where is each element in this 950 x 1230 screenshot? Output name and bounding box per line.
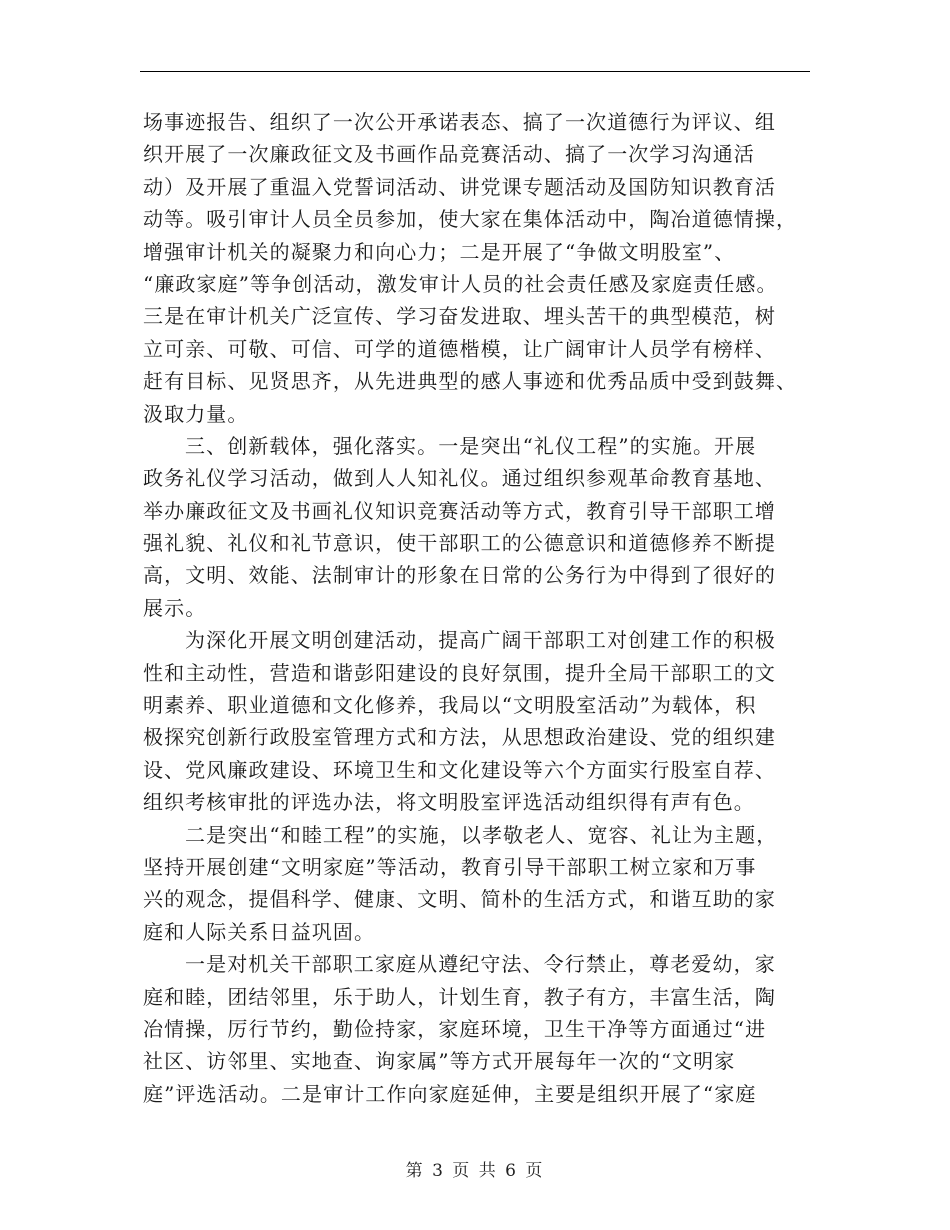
text-line: 三是在审计机关广泛宣传、学习奋发进取、埋头苦干的典型模范，树 [143,304,776,329]
text-line: 组织考核审批的评选办法，将文明股室评选活动组织得有声有色。 [143,790,755,815]
text-line: 场事迹报告、组织了一次公开承诺表态、搞了一次道德行为评议、组 [143,110,776,134]
text-line: 冶情操，厉行节约，勤俭持家，家庭环境，卫生干净等方面通过“进 [143,1016,767,1041]
text-line: 展示。 [143,595,207,620]
text-line: 赶有目标、见贤思齐，从先进典型的感人事迹和优秀品质中受到鼓舞、 [143,369,798,394]
text-line: 兴的观念，提倡科学、健康、文明、简朴的生活方式，和谐互助的家 [143,887,776,912]
text-line: 动）及开展了重温入党誓词活动、讲党课专题活动及国防知识教育活 [143,174,776,199]
text-line: 庭和睦，团结邻里，乐于助人，计划生育，教子有方，丰富生活，陶 [143,984,776,1009]
page-number: 第 3 页 共 6 页 [405,1161,545,1181]
text-line: 政务礼仪学习活动，做到人人知礼仪。通过组织参观革命教育基地、 [143,466,776,491]
text-line: 庭和人际关系日益巩固。 [143,919,376,944]
text-line: 坚持开展创建“文明家庭”等活动，教育引导干部职工树立家和万事 [143,854,757,879]
text-line: 设、党风廉政建设、环境卫生和文化建设等六个方面实行股室自荐、 [143,757,776,782]
text-line: 极探究创新行政股室管理方式和方法，从思想政治建设、党的组织建 [143,725,776,750]
text-line: “廉政家庭”等争创活动，激发审计人员的社会责任感及家庭责任感。 [143,271,778,296]
text-line: 增强审计机关的凝聚力和向心力；二是开展了“争做文明股室”、 [143,239,736,264]
text-line: 三、创新载体，强化落实。一是突出“礼仪工程”的实施。开展 [185,433,757,458]
text-line: 社区、访邻里、实地查、询家属”等方式开展每年一次的“文明家 [143,1049,736,1074]
text-line: 庭”评选活动。二是审计工作向家庭延伸，主要是组织开展了“家庭 [143,1081,757,1106]
text-line: 立可亲、可敬、可信、可学的道德楷模，让广阔审计人员学有榜样、 [143,336,776,361]
text-line: 高，文明、效能、法制审计的形象在日常的公务行为中得到了很好的 [143,563,776,588]
text-line: 强礼貌、礼仪和礼节意识，使干部职工的公德意识和道德修养不断提 [143,531,776,556]
header-rule [140,71,810,72]
text-line: 明素养、职业道德和文化修养，我局以“文明股室活动”为载体，积 [143,693,757,718]
document-body [143,106,813,1110]
text-line: 性和主动性，营造和谐彭阳建设的良好氛围，提升全局干部职工的文 [143,660,776,685]
text-line: 动等。吸引审计人员全员参加，使大家在集体活动中，陶冶道德情操， [143,207,798,232]
text-line: 二是突出“和睦工程”的实施，以孝敬老人、宽容、礼让为主题， [185,822,778,847]
text-line: 举办廉政征文及书画礼仪知识竞赛活动等方式，教育引导干部职工增 [143,498,776,523]
text-line: 一是对机关干部职工家庭从遵纪守法、令行禁止，尊老爱幼，家 [185,952,776,977]
text-line: 汲取力量。 [143,401,249,426]
text-line: 织开展了一次廉政征文及书画作品竞赛活动、搞了一次学习沟通活 [143,142,755,167]
text-line: 为深化开展文明创建活动，提高广阔干部职工对创建工作的积极 [185,628,776,653]
